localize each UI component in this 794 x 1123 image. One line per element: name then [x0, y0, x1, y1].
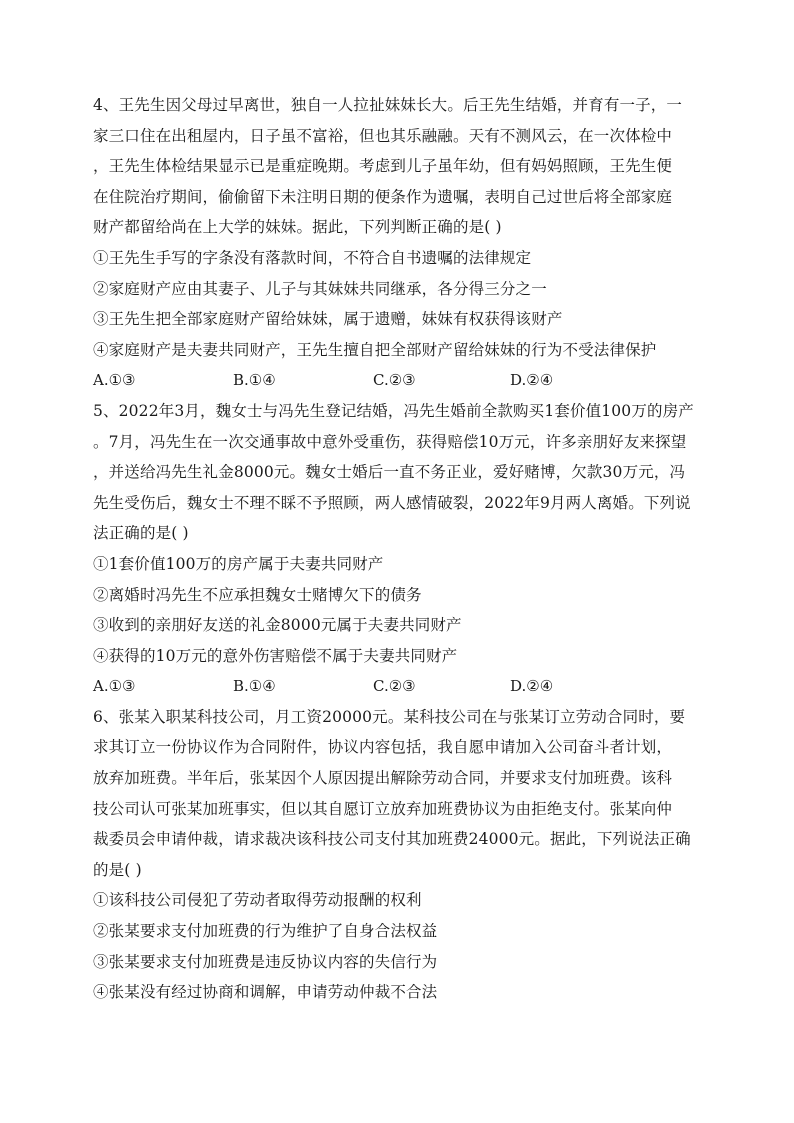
statement: ②张某要求支付加班费的行为维护了自身合法权益	[93, 922, 438, 941]
choice-d: D.②④	[510, 677, 554, 696]
question-stem-line: 财产都留给尚在上大学的妹妹。据此，下列判断正确的是( )	[93, 218, 502, 237]
question-stem-line: 5、2022年3月，魏女士与冯先生登记结婚，冯先生婚前全款购买1套价值100万的房产	[93, 401, 694, 420]
question-4	[93, 90, 705, 396]
choice-d: D.②④	[510, 371, 554, 390]
statement: ④张某没有经过协商和调解，申请劳动仲裁不合法	[93, 983, 438, 1002]
choice-a: A.①③	[93, 677, 136, 696]
statement: ④获得的10万元的意外伤害赔偿不属于夫妻共同财产	[93, 646, 458, 665]
statement: ③王先生把全部家庭财产留给妹妹，属于遗赠，妹妹有权获得该财产	[93, 310, 563, 329]
statement: ②家庭财产应由其妻子、儿子与其妹妹共同继承，各分得三分之一	[93, 279, 547, 298]
question-stem-line: 先生受伤后，魏女士不理不睬不予照顾，两人感情破裂，2022年9月两人离婚。下列说	[93, 493, 691, 512]
question-stem-line: 技公司认可张某加班事实，但以其自愿订立放弃加班费协议为由拒绝支付。张某向仲	[93, 799, 673, 818]
choice-a: A.①③	[93, 371, 136, 390]
question-stem-line: 家三口住在出租屋内，日子虽不富裕，但也其乐融融。天有不测风云，在一次体检中	[93, 126, 673, 145]
statement: ①该科技公司侵犯了劳动者取得劳动报酬的权利	[93, 891, 422, 910]
question-stem-line: 的是( )	[93, 860, 142, 879]
question-5	[93, 396, 705, 702]
choice-b: B.①④	[233, 371, 276, 390]
statement: ③收到的亲朋好友送的礼金8000元属于夫妻共同财产	[93, 616, 462, 635]
question-stem-line: 放弃加班费。半年后，张某因个人原因提出解除劳动合同，并要求支付加班费。该科	[93, 769, 673, 788]
question-stem-line: 裁委员会申请仲裁，请求裁决该科技公司支付其加班费24000元。据此，下列说法正确	[93, 830, 691, 849]
statement: ④家庭财产是夫妻共同财产，王先生擅自把全部财产留给妹妹的行为不受法律保护	[93, 340, 657, 359]
question-stem-line: 求其订立一份协议作为合同附件，协议内容包括，我自愿申请加入公司奋斗者计划，	[93, 738, 673, 757]
answer-choices	[93, 365, 705, 396]
exam-page	[93, 90, 705, 1008]
choice-b: B.①④	[233, 677, 276, 696]
question-stem-line: 4、王先生因父母过早离世，独自一人拉扯妹妹长大。后王先生结婚，并育有一子，一	[93, 96, 683, 114]
statement: ③张某要求支付加班费是违反协议内容的失信行为	[93, 952, 438, 971]
question-stem-line: 6、张某入职某科技公司，月工资20000元。某科技公司在与张某订立劳动合同时，要	[93, 707, 686, 726]
statement: ②离婚时冯先生不应承担魏女士赌博欠下的债务	[93, 585, 422, 604]
question-stem-line: 法正确的是( )	[93, 524, 189, 543]
question-stem-line: 在住院治疗期间，偷偷留下未注明日期的便条作为遗嘱，表明自己过世后将全部家庭	[93, 187, 673, 206]
question-stem-line: ，王先生体检结果显示已是重症晚期。考虑到儿子虽年幼，但有妈妈照顾，王先生便	[93, 157, 673, 176]
answer-choices	[93, 671, 705, 702]
choice-c: C.②③	[373, 677, 416, 696]
statement: ①1套价值100万的房产属于夫妻共同财产	[93, 554, 384, 573]
statement: ①王先生手写的字条没有落款时间，不符合自书遗嘱的法律规定	[93, 248, 532, 267]
question-stem-line: 。7月，冯先生在一次交通事故中意外受重伤，获得赔偿10万元，许多亲朋好友来探望	[93, 432, 687, 451]
question-stem-line: ，并送给冯先生礼金8000元。魏女士婚后一直不务正业，爱好赌博，欠款30万元，冯	[93, 463, 686, 482]
question-6	[93, 702, 705, 1008]
choice-c: C.②③	[373, 371, 416, 390]
